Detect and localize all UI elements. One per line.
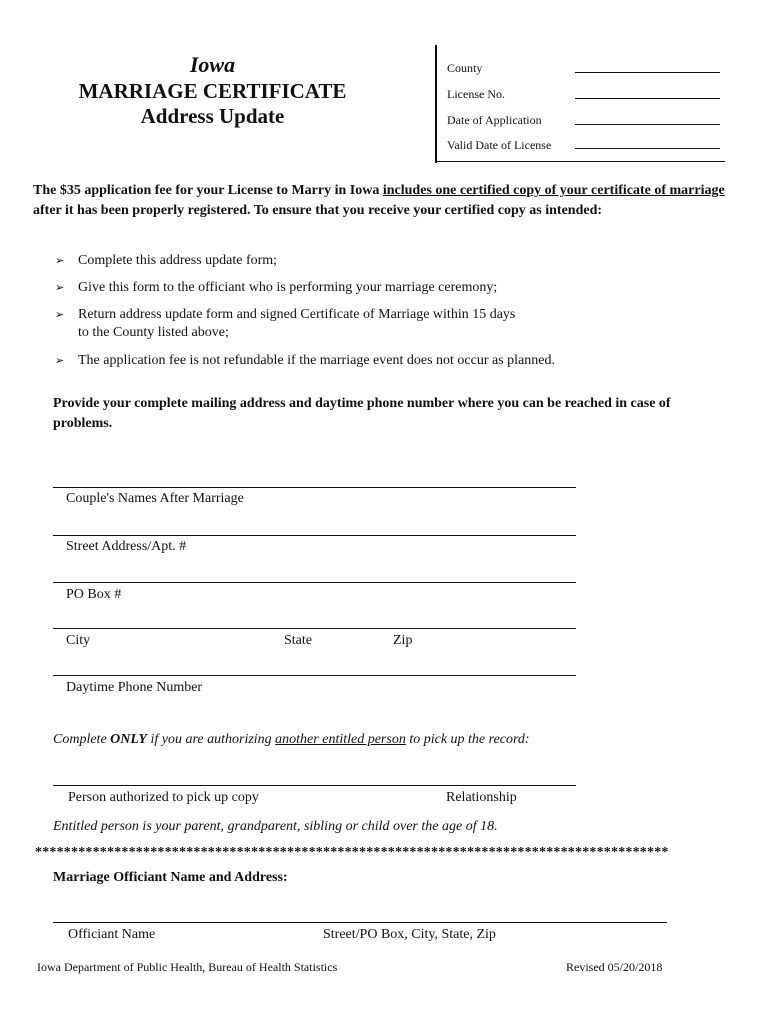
intro-text-1: The $35 application fee for your License to Marry in Iowa [33, 183, 383, 198]
authorize-only: ONLY [110, 732, 147, 747]
county-field[interactable] [575, 72, 720, 73]
bullet-text-line-2: to the County listed above; [78, 325, 229, 340]
provide-address-instructions: Provide your complete mailing address and daytime phone number where you can be reached in case of problems. [53, 396, 671, 431]
intro-underlined-text: includes one certified copy of your certificate of marriage [382, 183, 725, 198]
officiant-address-label: Street/PO Box, City, State, Zip [323, 927, 496, 942]
form-title: MARRIAGE CERTIFICATE [78, 79, 347, 103]
officiant-heading: Marriage Officiant Name and Address: [53, 870, 288, 885]
bullet-item [55, 279, 655, 297]
authorize-prefix: Complete [53, 732, 111, 747]
separator-line: **************************************************************************************** [35, 845, 669, 860]
info-block-bottom-rule [435, 161, 725, 162]
pickup-person-label: Person authorized to pick up copy [68, 790, 259, 805]
daytime-phone-field[interactable] [53, 675, 576, 676]
arrow-bullet-icon: ➢ [55, 282, 65, 294]
bullet-item [55, 306, 655, 342]
license-no-label: License No. [447, 87, 505, 101]
city-state-zip-field[interactable] [53, 628, 576, 629]
bullet-item [55, 352, 655, 370]
footer-revised-date: Revised 05/20/2018 [566, 960, 663, 974]
couple-names-field[interactable] [53, 487, 576, 488]
date-of-application-label: Date of Application [447, 113, 542, 127]
intro-paragraph [33, 181, 733, 221]
date-of-application-field[interactable] [575, 124, 720, 125]
po-box-field[interactable] [53, 582, 576, 583]
footer-agency: Iowa Department of Public Health, Bureau of Health Statistics [37, 960, 338, 974]
license-no-field[interactable] [575, 98, 720, 99]
bullet-text-line-1: Return address update form and signed Certificate of Marriage within 15 days [78, 307, 516, 322]
zip-label: Zip [393, 633, 413, 648]
street-address-field[interactable] [53, 535, 576, 536]
county-label: County [447, 61, 483, 75]
state-label: State [284, 633, 312, 648]
info-block-divider [435, 45, 437, 163]
city-label: City [66, 633, 91, 648]
authorize-middle: if you are authorizing [146, 732, 276, 747]
arrow-bullet-icon: ➢ [55, 309, 65, 321]
bullet-text: Give this form to the officiant who is performing your marriage ceremony; [78, 280, 498, 295]
entitled-person-note: Entitled person is your parent, grandparent, sibling or child over the age of 18. [53, 819, 498, 834]
bullet-text [78, 306, 515, 342]
street-address-label: Street Address/Apt. # [66, 539, 187, 554]
bullet-text: The application fee is not refundable if the marriage event does not occur as planned. [78, 353, 555, 368]
authorize-suffix: to pick up the record: [405, 732, 530, 747]
pickup-person-field[interactable] [53, 785, 576, 786]
po-box-label: PO Box # [66, 587, 122, 602]
arrow-bullet-icon: ➢ [55, 255, 65, 267]
form-state-title: Iowa [189, 52, 236, 77]
valid-date-label: Valid Date of License [447, 138, 552, 152]
arrow-bullet-icon: ➢ [55, 355, 65, 367]
officiant-name-label: Officiant Name [68, 927, 156, 942]
bullet-item [55, 252, 655, 270]
authorize-instructions [53, 731, 733, 749]
form-subtitle: Address Update [140, 104, 285, 128]
couple-names-label: Couple's Names After Marriage [66, 491, 244, 506]
valid-date-field[interactable] [575, 148, 720, 149]
bullet-text: Complete this address update form; [78, 253, 278, 268]
intro-text-2: after it has been properly registered. To ensure that you receive your certified copy as intended: [33, 203, 603, 218]
officiant-field[interactable] [53, 922, 667, 923]
daytime-phone-label: Daytime Phone Number [66, 680, 203, 695]
authorize-underlined: another entitled person [275, 732, 406, 747]
relationship-label: Relationship [446, 790, 517, 805]
